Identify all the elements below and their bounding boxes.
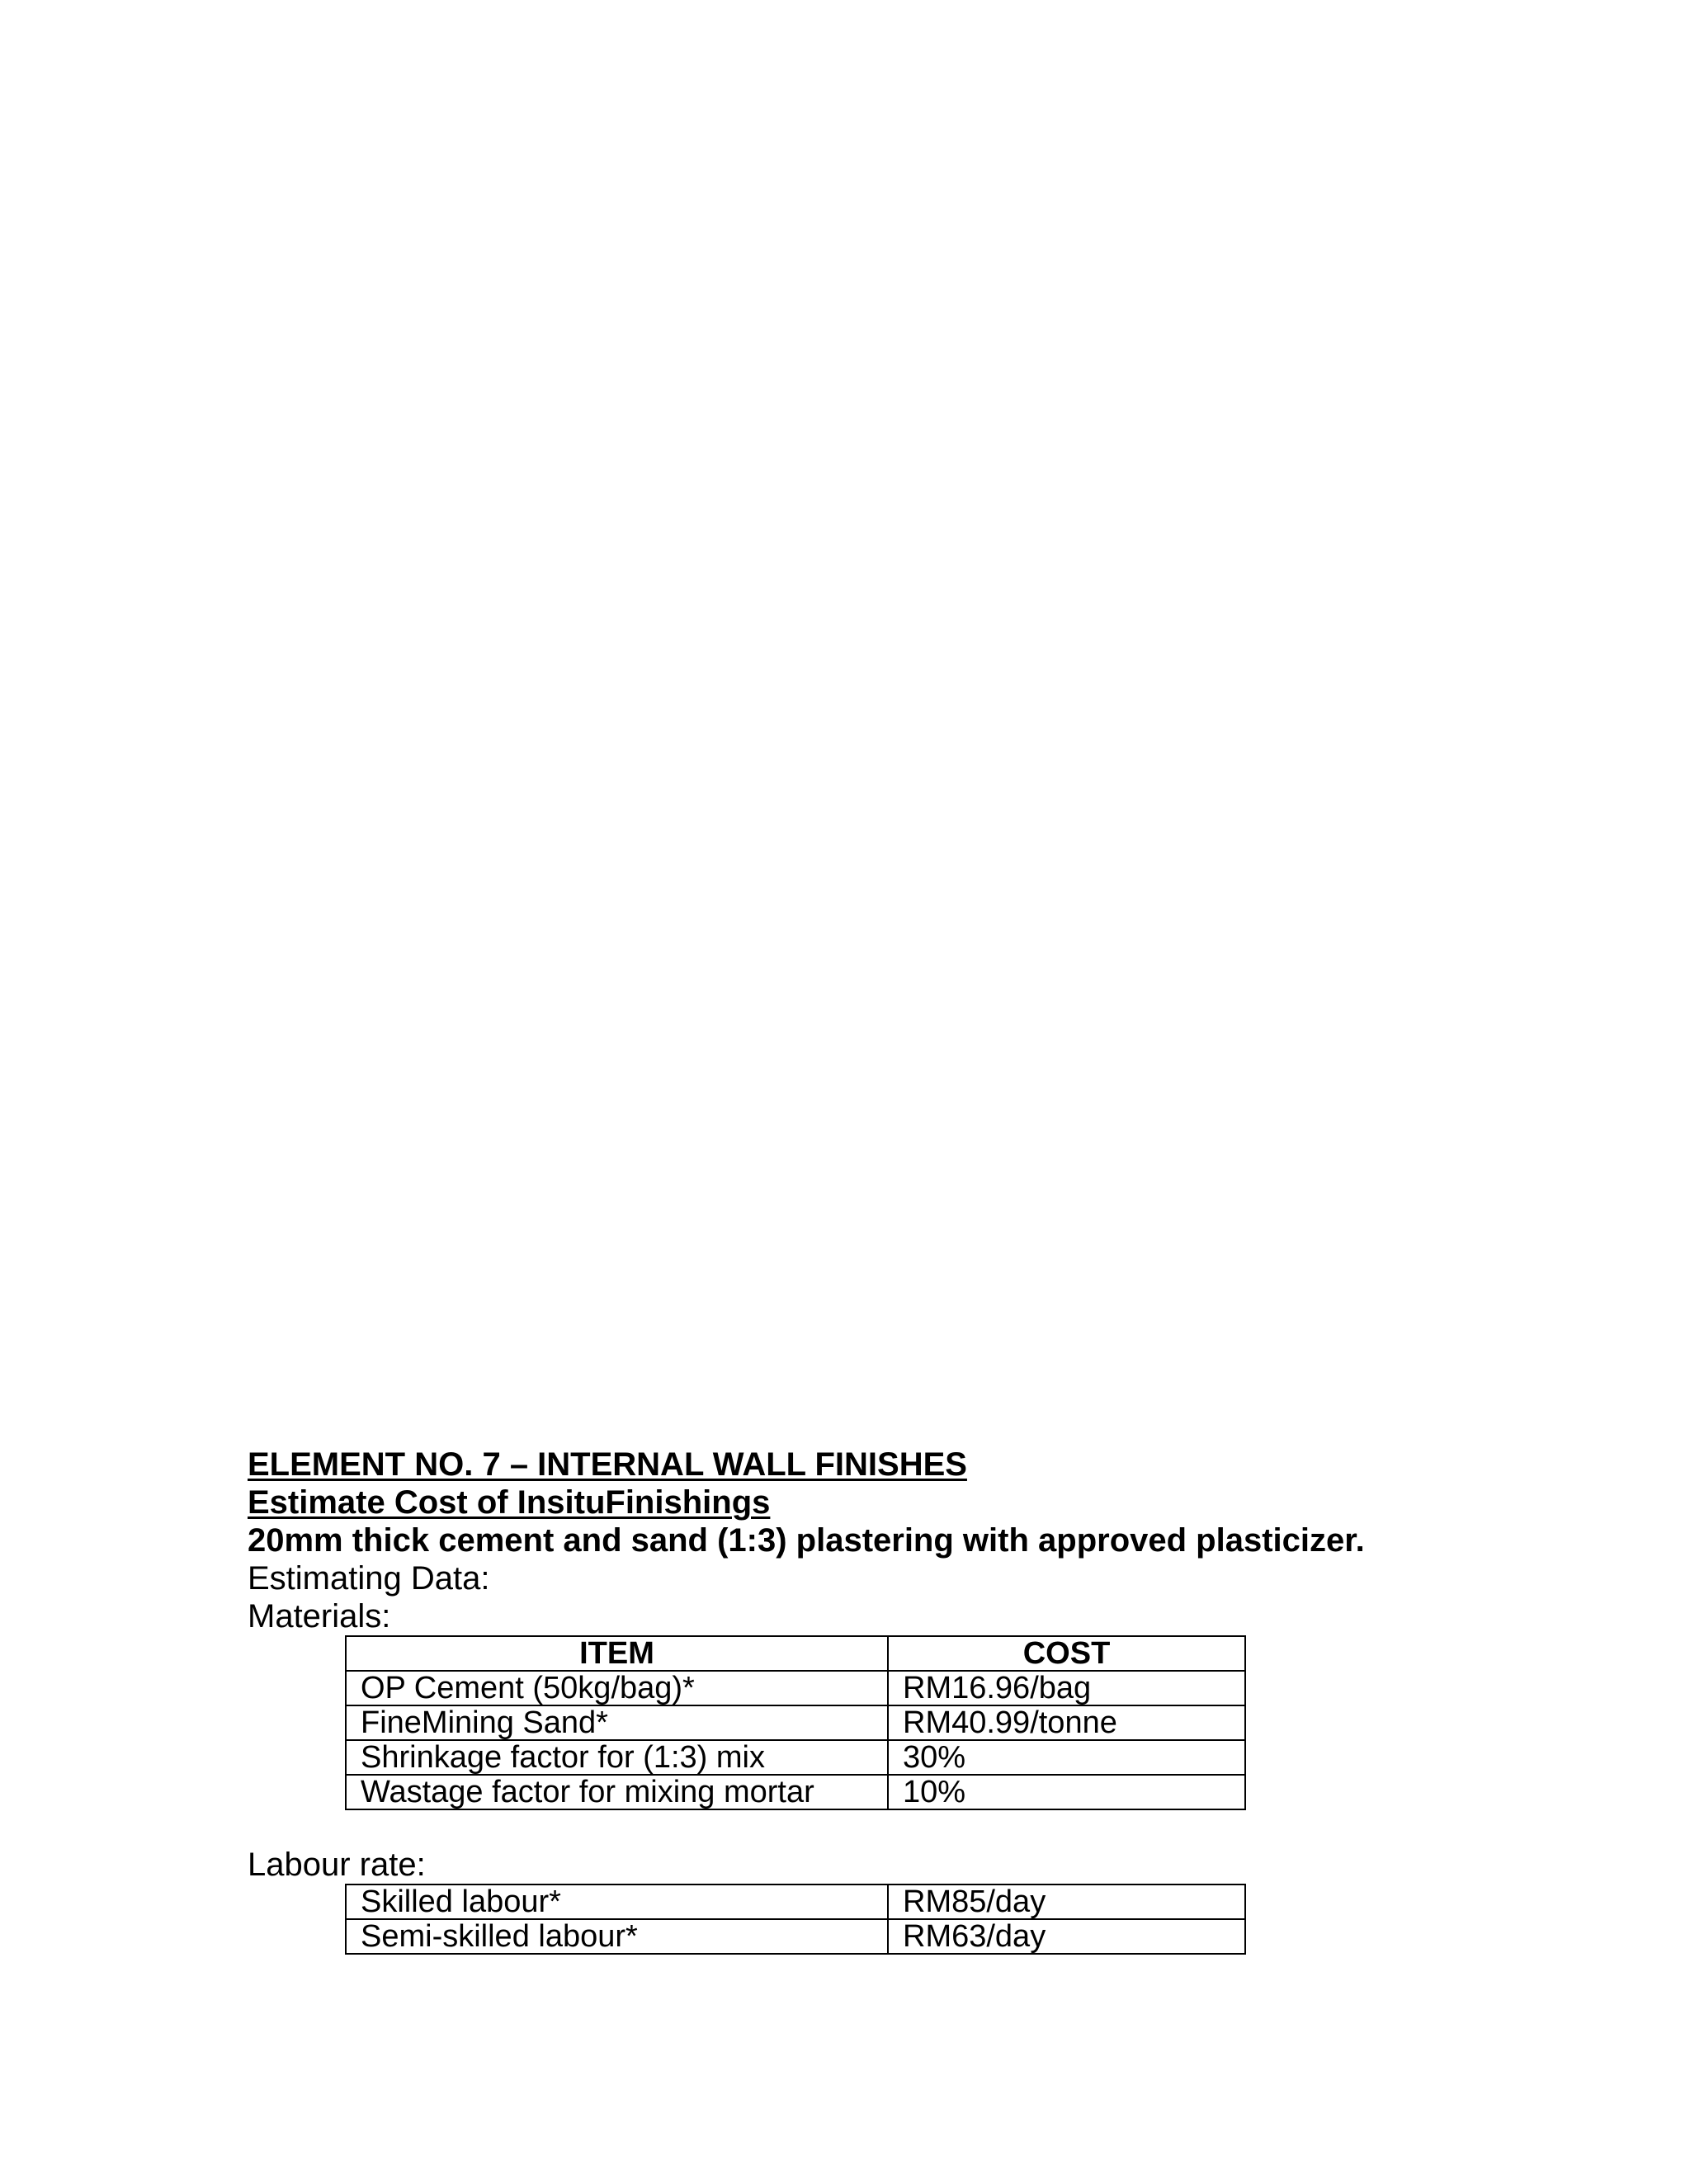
table-row [346,1705,1245,1740]
element-title: ELEMENT NO. 7 – INTERNAL WALL FINISHES [248,1446,967,1483]
cost-cell: RM85/day [888,1884,1245,1919]
item-cell: OP Cement (50kg/bag)* [346,1671,888,1705]
cost-cell: RM40.99/tonne [888,1705,1245,1740]
column-header-item: ITEM [346,1636,888,1671]
item-cell: Skilled labour* [346,1884,888,1919]
section-spacer [248,1810,1650,1846]
section-subtitle: Estimate Cost of InsituFinishings [248,1484,771,1521]
item-cell: Shrinkage factor for (1:3) mix [346,1740,888,1775]
table-row [346,1775,1245,1809]
work-description: 20mm thick cement and sand (1:3) plastering with approved plasticizer. [248,1522,1365,1559]
table-row [346,1671,1245,1705]
cost-cell: 10% [888,1775,1245,1809]
cost-cell: 30% [888,1740,1245,1775]
materials-table [345,1635,1246,1810]
item-cell: Semi-skilled labour* [346,1919,888,1954]
cost-cell: RM16.96/bag [888,1671,1245,1705]
item-cell: Wastage factor for mixing mortar [346,1775,888,1809]
table-row [346,1919,1245,1954]
item-cell: FineMining Sand* [346,1705,888,1740]
materials-label: Materials: [248,1598,391,1634]
document-body [248,1446,1650,1955]
estimating-data-label: Estimating Data: [248,1560,490,1597]
column-header-cost: COST [888,1636,1245,1671]
labour-table [345,1884,1246,1955]
labour-rate-label: Labour rate: [248,1847,426,1883]
table-header-row [346,1636,1245,1671]
cost-cell: RM63/day [888,1919,1245,1954]
table-row [346,1740,1245,1775]
table-row [346,1884,1245,1919]
